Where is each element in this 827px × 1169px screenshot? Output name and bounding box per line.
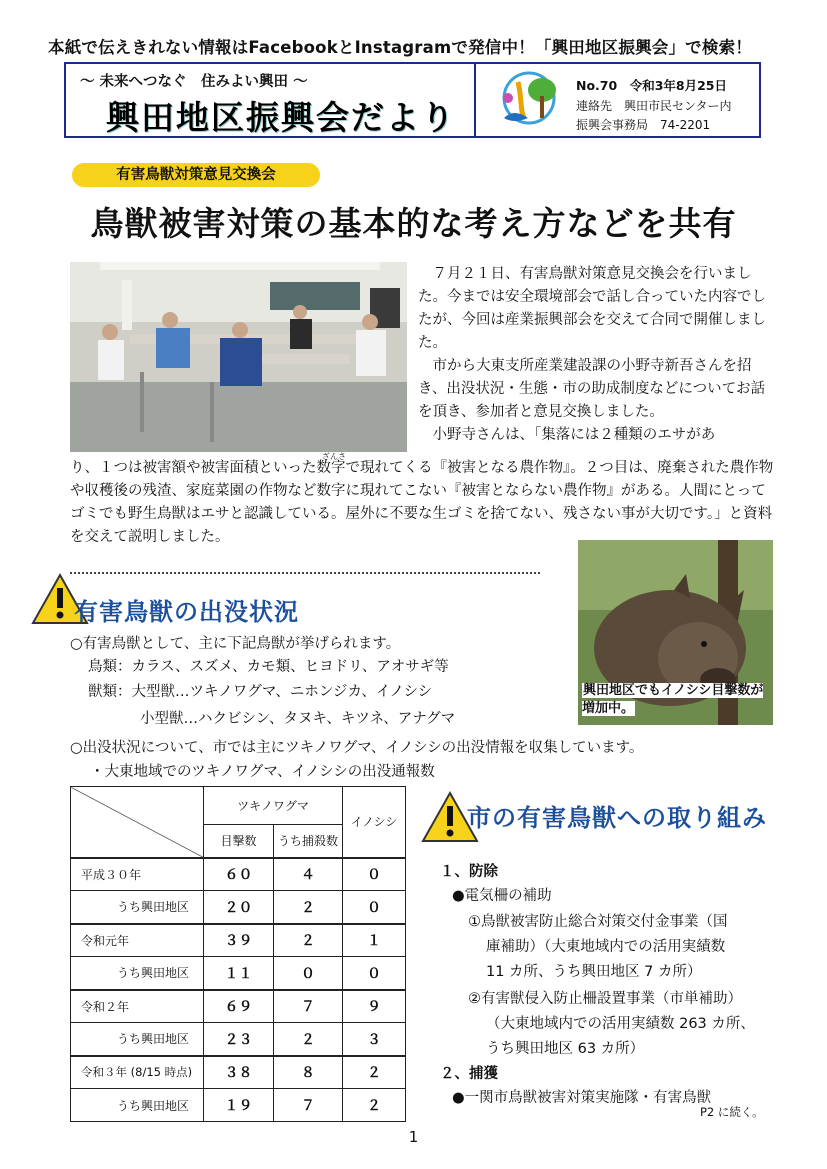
boar-value: ９ bbox=[343, 990, 406, 1023]
captured-value: ２ bbox=[274, 891, 343, 924]
table-row bbox=[71, 858, 406, 891]
continued-note: P2 に続く。 bbox=[700, 1105, 764, 1119]
row-label: 平成３０年 bbox=[71, 858, 204, 891]
row-label: 令和元年 bbox=[71, 924, 204, 957]
table-row bbox=[71, 1023, 406, 1056]
page-number: 1 bbox=[408, 1128, 419, 1146]
measure-bullet: ●電気柵の補助 bbox=[452, 888, 552, 904]
sighting-value: ２０ bbox=[204, 891, 274, 924]
boar-value: ３ bbox=[343, 1023, 406, 1056]
table-row bbox=[71, 891, 406, 924]
top-note: 本紙で伝えきれない情報はFacebookとInstagramで発信中！「興田地区振興会」で検索！ bbox=[48, 38, 752, 57]
measure-item: ①鳥獣被害防止総合対策交付金事業（国 bbox=[468, 914, 728, 930]
contact-line: 連絡先 興田市民センター内 bbox=[576, 99, 732, 113]
sighting-value: ６９ bbox=[204, 990, 274, 1023]
measure-item: ②有害獣侵入防止柵設置事業（市単補助） bbox=[468, 991, 742, 1007]
table-corner bbox=[71, 787, 204, 858]
captured-value: ７ bbox=[274, 1089, 343, 1122]
masthead bbox=[64, 62, 761, 138]
measure-item-cont: 庫補助）（大東地域内での活用実績数 bbox=[486, 939, 726, 955]
table-row bbox=[71, 1056, 406, 1089]
table-row bbox=[71, 1089, 406, 1122]
measure-item-cont: うち興田地区 63 カ所） bbox=[486, 1041, 645, 1057]
contact-phone: 振興会事務局 74-2201 bbox=[576, 118, 711, 132]
measure-heading-capture: ２、捕獲 bbox=[440, 1066, 498, 1082]
section-title-occurrence: 有害鳥獣の出没状況 bbox=[74, 598, 299, 626]
captured-value: ２ bbox=[274, 1023, 343, 1056]
sighting-value: １１ bbox=[204, 957, 274, 990]
issue-info: No.70 令和3年8月25日 bbox=[576, 78, 727, 93]
row-label: うち興田地区 bbox=[71, 891, 204, 924]
boar-value: ０ bbox=[343, 891, 406, 924]
masthead-title-area bbox=[66, 64, 476, 136]
birds-list: 鳥類：カラス、スズメ、カモ類、ヒヨドリ、アオサギ等 bbox=[88, 659, 449, 675]
captured-value: ８ bbox=[274, 1056, 343, 1089]
measure-heading-prevention: １、防除 bbox=[440, 864, 498, 880]
caption-text: 興田地区でもイノシシ目撃数が増加中。 bbox=[582, 683, 764, 716]
article-paragraph: ７月２１日、有害鳥獣対策意見交換会を行いました。今までは安全環境部会で話し合っていた内容でしたが、今回は産業振興部会を交えて合同で開催しました。 市から大東支所産業建設課の小野寺新吾さんを招き、出没状況・生態・市の助成制度などについてお話を頂き、参加者と意見交換しました。 小野寺さんは、「集落には２種類のエサがあ bbox=[418, 266, 766, 443]
logo-icon bbox=[484, 68, 574, 134]
occurrence-intro: ○有害鳥獣として、主に下記鳥獣が挙げられます。 bbox=[70, 636, 401, 652]
sighting-value: ６０ bbox=[204, 858, 274, 891]
slogan: ～ 未来へつなぐ 住みよい興田 ～ bbox=[80, 74, 308, 90]
large-beasts-list: 獣類：大型獣…ツキノワグマ、ニホンジカ、イノシシ bbox=[88, 684, 433, 700]
sighting-value: １９ bbox=[204, 1089, 274, 1122]
measure-item-cont: 11 カ所、うち興田地区 7 カ所） bbox=[486, 964, 702, 980]
boar-value: ０ bbox=[343, 858, 406, 891]
sighting-value: ２３ bbox=[204, 1023, 274, 1056]
measure-item-cont: （大東地域内での活用実績数 263 カ所、 bbox=[486, 1016, 755, 1032]
row-label: うち興田地区 bbox=[71, 957, 204, 990]
sighting-value: ３８ bbox=[204, 1056, 274, 1089]
captured-value: ２ bbox=[274, 924, 343, 957]
table-row bbox=[71, 957, 406, 990]
newsletter-title: 興田地区振興会だより bbox=[106, 98, 456, 137]
article-body-full bbox=[70, 457, 775, 549]
small-beasts-list: 小型獣…ハクビシン、タヌキ、キツネ、アナグマ bbox=[140, 711, 456, 727]
captured-value: ０ bbox=[274, 957, 343, 990]
measure-bullet: ●一関市鳥獣被害対策実施隊・有害鳥獣 bbox=[452, 1090, 712, 1106]
article-headline: 鳥獣被害対策の基本的な考え方などを共有 bbox=[90, 204, 737, 243]
sighting-value: ３９ bbox=[204, 924, 274, 957]
sighting-table bbox=[70, 786, 406, 1122]
boar-value: ２ bbox=[343, 1089, 406, 1122]
header-sighting: 目撃数 bbox=[204, 825, 274, 858]
ruby-reading: ざんさ bbox=[322, 452, 346, 461]
captured-value: ４ bbox=[274, 858, 343, 891]
section-title-measures: 市の有害鳥獣への取り組み bbox=[467, 804, 767, 832]
header-boar: イノシシ bbox=[343, 787, 406, 858]
table-caption: ・大東地域でのツキノワグマ、イノシシの出没通報数 bbox=[90, 764, 435, 780]
article-body-right bbox=[418, 263, 770, 447]
row-label: うち興田地区 bbox=[71, 1023, 204, 1056]
row-label: 令和３年 (8/15 時点) bbox=[71, 1056, 204, 1089]
table-row bbox=[71, 924, 406, 957]
boar-photo-caption bbox=[582, 682, 768, 718]
header-captured: うち捕殺数 bbox=[274, 825, 343, 858]
boar-value: ２ bbox=[343, 1056, 406, 1089]
section-divider bbox=[70, 572, 540, 574]
header-bear: ツキノワグマ bbox=[204, 787, 343, 825]
article-paragraph-continued: り、１つは被害額や被害面積といった数字で現れてくる『被害となる農作物』。２つ目は、廃棄された農作物や収穫後の残渣、家庭菜園の作物など数字に現れてこない『被害とならない農作物』がある。人間にとってゴミでも野生鳥獣はエサと認識している。屋外に不要な生ゴミを捨てない、残さない事が大切です。」と資料を交えて説明しました。 bbox=[70, 460, 774, 545]
captured-value: ７ bbox=[274, 990, 343, 1023]
row-label: うち興田地区 bbox=[71, 1089, 204, 1122]
meeting-photo bbox=[70, 262, 407, 452]
boar-value: １ bbox=[343, 924, 406, 957]
table-row bbox=[71, 990, 406, 1023]
row-label: 令和２年 bbox=[71, 990, 204, 1023]
boar-value: ０ bbox=[343, 957, 406, 990]
occurrence-note: ○出没状況について、市では主にツキノワグマ、イノシシの出没情報を収集しています。 bbox=[70, 740, 644, 756]
article-tag: 有害鳥獣対策意見交換会 bbox=[72, 163, 320, 187]
